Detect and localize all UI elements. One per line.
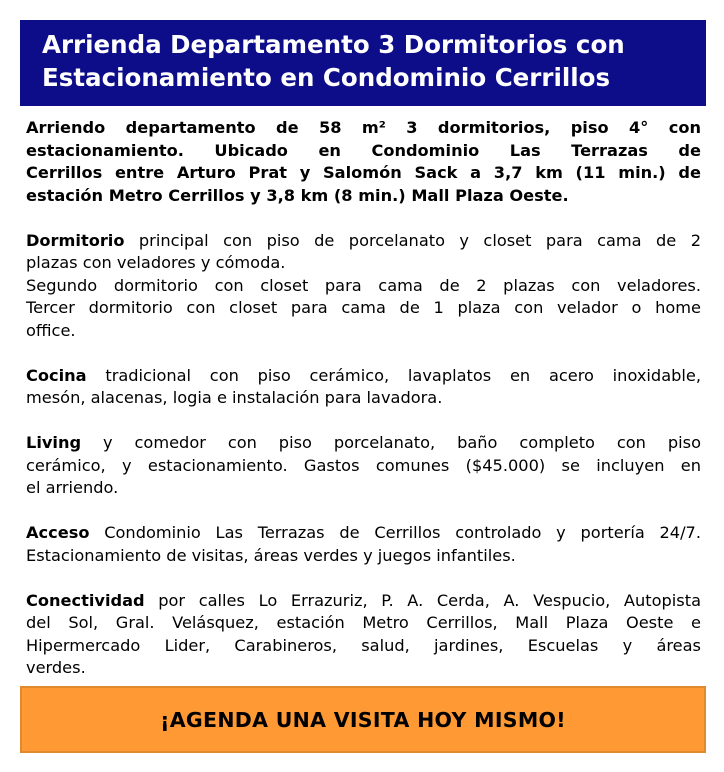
conectividad-line-1-text: por calles Lo Errazuriz, P. A. Cerda, A. Vespucio, Autopista bbox=[144, 590, 701, 610]
listing-title-banner bbox=[20, 20, 706, 106]
dormitorio-keyword: Dormitorio bbox=[26, 230, 125, 250]
acceso-line-1-text: Condominio Las Terrazas de Cerrillos controlado y portería 24/7. bbox=[89, 523, 701, 542]
cocina-line-2: mesón, alacenas, logia e instalación para lavadora. bbox=[26, 388, 443, 407]
dormitorio-line-4: Tercer dormitorio con closet para cama de 1 plaza con velador o home bbox=[26, 298, 701, 317]
intro-line: estacionamiento. Ubicado en Condominio Las Terrazas de bbox=[26, 140, 701, 160]
listing-title-line-1: Arrienda Departamento 3 Dormitorios con bbox=[42, 30, 625, 59]
schedule-visit-label: ¡AGENDA UNA VISITA HOY MISMO! bbox=[160, 707, 566, 732]
listing-title-line-2: Estacionamiento en Condominio Cerrillos bbox=[42, 63, 611, 92]
dormitorio-line-5: office. bbox=[26, 320, 76, 340]
intro-line: Cerrillos entre Arturo Prat y Salomón Sack a 3,7 km (11 min.) de bbox=[26, 163, 701, 182]
cocina-paragraph bbox=[26, 365, 701, 410]
acceso-keyword: Acceso bbox=[26, 523, 90, 542]
cocina-line-1 bbox=[26, 365, 701, 388]
acceso-line-2: Estacionamiento de visitas, áreas verdes y juegos infantiles. bbox=[26, 545, 516, 565]
conectividad-line-4: verdes. bbox=[26, 658, 86, 677]
intro-line: Arriendo departamento de 58 m² 3 dormitorios, piso 4° con bbox=[26, 118, 701, 137]
living-keyword: Living bbox=[26, 433, 82, 452]
listing-description bbox=[26, 117, 701, 702]
intro-line: estación Metro Cerrillos y 3,8 km (8 min.) Mall Plaza Oeste. bbox=[26, 185, 569, 205]
schedule-visit-banner[interactable] bbox=[20, 686, 706, 753]
living-paragraph bbox=[26, 432, 701, 500]
living-line-2: cerámico, y estacionamiento. Gastos comunes ($45.000) se incluyen en bbox=[26, 455, 701, 475]
conectividad-paragraph bbox=[26, 590, 701, 680]
intro-paragraph bbox=[26, 117, 701, 207]
acceso-paragraph bbox=[26, 522, 701, 567]
living-line-1-text: y comedor con piso porcelanato, baño completo con piso bbox=[81, 433, 701, 452]
dormitorio-line-1 bbox=[26, 230, 701, 253]
dormitorio-line-1-text: principal con piso de porcelanato y closet para cama de 2 bbox=[124, 230, 701, 250]
dormitorio-line-2: plazas con veladores y cómoda. bbox=[26, 253, 286, 272]
conectividad-line-3: Hipermercado Lider, Carabineros, salud, jardines, Escuelas y áreas bbox=[26, 635, 701, 655]
living-line-3: el arriendo. bbox=[26, 478, 119, 497]
dormitorio-line-3: Segundo dormitorio con closet para cama de 2 plazas con veladores. bbox=[26, 275, 701, 295]
living-line-1 bbox=[26, 432, 701, 455]
acceso-line-1 bbox=[26, 522, 701, 545]
conectividad-line-1 bbox=[26, 590, 701, 613]
conectividad-line-2: del Sol, Gral. Velásquez, estación Metro Cerrillos, Mall Plaza Oeste e bbox=[26, 613, 701, 632]
dormitorio-paragraph bbox=[26, 230, 701, 343]
cocina-keyword: Cocina bbox=[26, 365, 87, 385]
cocina-line-1-text: tradicional con piso cerámico, lavaplatos en acero inoxidable, bbox=[86, 365, 701, 385]
conectividad-keyword: Conectividad bbox=[26, 590, 145, 610]
